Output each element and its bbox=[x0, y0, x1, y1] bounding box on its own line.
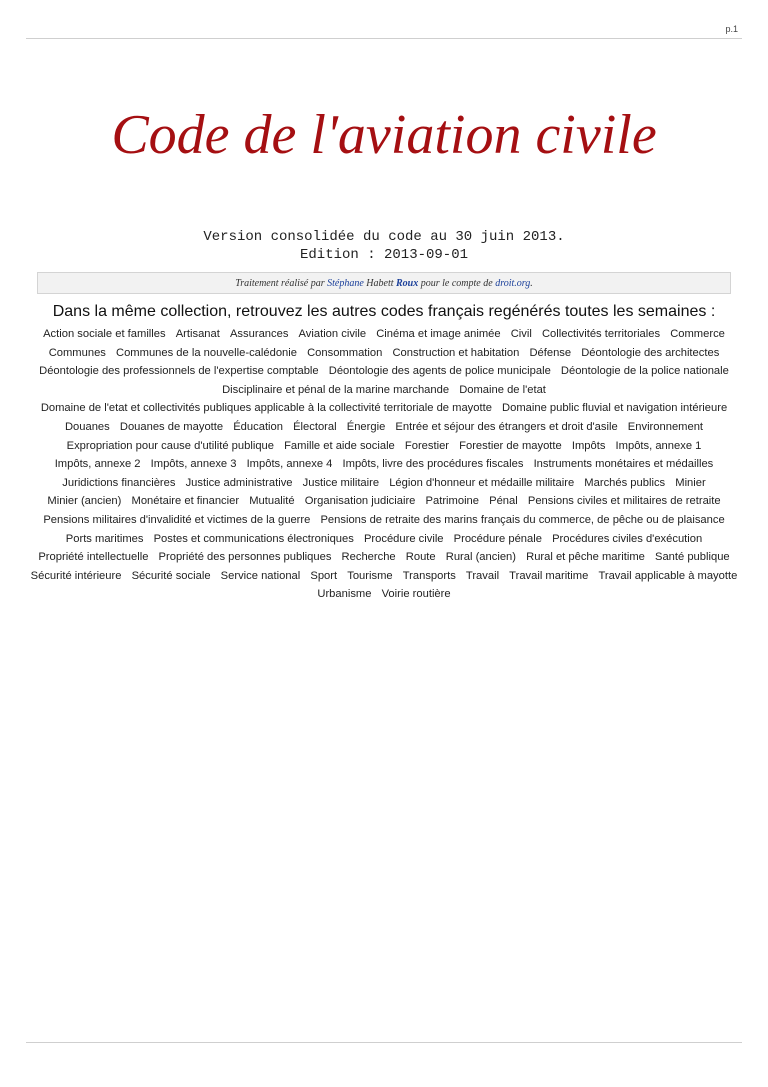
code-link[interactable]: Travail applicable à mayotte bbox=[598, 569, 738, 582]
code-link[interactable]: Forestier de mayotte bbox=[459, 439, 562, 452]
code-link[interactable]: Impôts, annexe 1 bbox=[615, 439, 702, 452]
header-divider bbox=[26, 38, 742, 39]
code-link[interactable]: Patrimoine bbox=[425, 495, 480, 508]
code-link[interactable]: Pensions militaires d'invalidité et victimes de la guerre bbox=[43, 513, 311, 526]
code-link[interactable]: Déontologie de la police nationale bbox=[560, 365, 729, 378]
version-block bbox=[0, 228, 768, 264]
page-number: p.1 bbox=[725, 24, 738, 34]
code-link[interactable]: Organisation judiciaire bbox=[304, 495, 416, 508]
code-link[interactable]: Déontologie des architectes bbox=[581, 346, 720, 359]
code-link[interactable]: Rural et pêche maritime bbox=[526, 551, 645, 564]
code-link[interactable]: Marchés publics bbox=[584, 476, 666, 489]
code-link[interactable]: Propriété des personnes publiques bbox=[158, 551, 332, 564]
code-link[interactable]: Procédure civile bbox=[363, 532, 444, 545]
code-link[interactable]: Urbanisme bbox=[317, 588, 372, 601]
code-link[interactable]: Impôts bbox=[571, 439, 606, 452]
code-link[interactable]: Civil bbox=[510, 328, 532, 340]
code-link[interactable]: Légion d'honneur et médaille militaire bbox=[389, 476, 575, 489]
code-link[interactable]: Domaine public fluvial et navigation intérieure bbox=[502, 402, 728, 415]
code-link[interactable]: Impôts, annexe 4 bbox=[246, 458, 333, 471]
code-link[interactable]: Procédure pénale bbox=[453, 532, 542, 545]
code-link[interactable]: Instruments monétaires et médailles bbox=[533, 458, 714, 471]
code-link[interactable]: Pensions civiles et militaires de retraite bbox=[527, 495, 721, 508]
code-link[interactable]: Recherche bbox=[341, 551, 396, 564]
code-link[interactable]: Minier bbox=[675, 476, 706, 489]
code-link[interactable]: Défense bbox=[529, 346, 572, 359]
code-link[interactable]: Douanes de mayotte bbox=[119, 420, 224, 433]
author-last-name-link[interactable]: Roux bbox=[396, 278, 419, 289]
code-link[interactable]: Déontologie des agents de police municipale bbox=[328, 365, 551, 378]
version-line: Version consolidée du code au 30 juin 2013. bbox=[203, 229, 565, 245]
code-links-list bbox=[24, 325, 744, 604]
code-link[interactable]: Énergie bbox=[346, 420, 386, 433]
code-link[interactable]: Postes et communications électroniques bbox=[153, 532, 354, 545]
code-link[interactable]: Minier (ancien) bbox=[47, 495, 122, 508]
code-link[interactable]: Rural (ancien) bbox=[445, 551, 516, 564]
code-link[interactable]: Ports maritimes bbox=[65, 532, 144, 545]
code-link[interactable]: Domaine de l'etat bbox=[459, 383, 546, 396]
code-link[interactable]: Action sociale et familles bbox=[43, 328, 166, 340]
code-link[interactable]: Douanes bbox=[64, 420, 110, 433]
credit-prefix: Traitement réalisé par bbox=[235, 278, 325, 289]
code-link[interactable]: Collectivités territoriales bbox=[541, 328, 661, 340]
code-link[interactable]: Famille et aide sociale bbox=[284, 439, 395, 452]
code-link[interactable]: Impôts, livre des procédures fiscales bbox=[342, 458, 524, 471]
code-link[interactable]: Impôts, annexe 3 bbox=[150, 458, 237, 471]
author-first-name-link[interactable]: Stéphane bbox=[327, 278, 364, 289]
code-link[interactable]: Impôts, annexe 2 bbox=[54, 458, 141, 471]
code-link[interactable]: Procédures civiles d'exécution bbox=[552, 532, 703, 545]
code-link[interactable]: Domaine de l'etat et collectivités publiques applicable à la collectivité territoriale de mayotte bbox=[40, 402, 492, 415]
code-link[interactable]: Justice administrative bbox=[185, 476, 293, 489]
code-link[interactable]: Communes de la nouvelle-calédonie bbox=[116, 346, 297, 359]
code-link[interactable]: Justice militaire bbox=[302, 476, 380, 489]
code-link[interactable]: Forestier bbox=[404, 439, 450, 452]
code-link[interactable]: Tourisme bbox=[347, 569, 393, 582]
code-link[interactable]: Travail maritime bbox=[509, 569, 589, 582]
code-link[interactable]: Électoral bbox=[293, 420, 337, 433]
code-link[interactable]: Cinéma et image animée bbox=[376, 328, 501, 340]
code-link[interactable]: Construction et habitation bbox=[392, 346, 520, 359]
code-link[interactable]: Santé publique bbox=[654, 551, 730, 564]
footer-divider bbox=[26, 1042, 742, 1043]
code-link[interactable]: Voirie routière bbox=[381, 588, 451, 601]
code-link[interactable]: Pénal bbox=[489, 495, 518, 508]
code-link[interactable]: Entrée et séjour des étrangers et droit d'asile bbox=[395, 420, 618, 433]
code-link[interactable]: Sécurité sociale bbox=[131, 569, 211, 582]
code-link[interactable]: Aviation civile bbox=[298, 328, 367, 340]
credit-middle-text: pour le compte de bbox=[420, 278, 493, 289]
code-link[interactable]: Éducation bbox=[233, 420, 283, 433]
code-link[interactable]: Juridictions financières bbox=[62, 476, 176, 489]
code-link[interactable]: Pensions de retraite des marins français du commerce, de pêche ou de plaisance bbox=[320, 513, 725, 526]
code-link[interactable]: Monétaire et financier bbox=[131, 495, 240, 508]
code-link[interactable]: Propriété intellectuelle bbox=[38, 551, 149, 564]
code-link[interactable]: Assurances bbox=[229, 328, 289, 340]
code-link[interactable]: Déontologie des professionnels de l'expertise comptable bbox=[39, 365, 319, 378]
code-link[interactable]: Expropriation pour cause d'utilité publique bbox=[66, 439, 274, 452]
code-link[interactable]: Transports bbox=[402, 569, 456, 582]
collection-heading: Dans la même collection, retrouvez les autres codes français regénérés toutes les semaines : bbox=[52, 303, 716, 320]
credit-suffix: . bbox=[530, 278, 533, 289]
code-link[interactable]: Environnement bbox=[627, 420, 704, 433]
code-link[interactable]: Commerce bbox=[670, 328, 725, 340]
code-link[interactable]: Disciplinaire et pénal de la marine marchande bbox=[222, 383, 450, 396]
code-link[interactable]: Mutualité bbox=[249, 495, 295, 508]
droit-org-link[interactable]: droit.org bbox=[495, 278, 531, 289]
code-link[interactable]: Route bbox=[405, 551, 436, 564]
code-link[interactable]: Consommation bbox=[307, 346, 383, 359]
code-link[interactable]: Communes bbox=[48, 346, 106, 359]
credit-box bbox=[37, 272, 731, 294]
document-title: Code de l'aviation civile bbox=[111, 104, 657, 166]
code-link[interactable]: Sport bbox=[310, 569, 338, 582]
code-link[interactable]: Sécurité intérieure bbox=[30, 569, 122, 582]
code-link[interactable]: Artisanat bbox=[175, 328, 220, 340]
edition-line: Edition : 2013-09-01 bbox=[299, 247, 469, 263]
code-link[interactable]: Travail bbox=[465, 569, 500, 582]
author-middle-name: Habett bbox=[366, 278, 394, 289]
code-link[interactable]: Service national bbox=[220, 569, 301, 582]
